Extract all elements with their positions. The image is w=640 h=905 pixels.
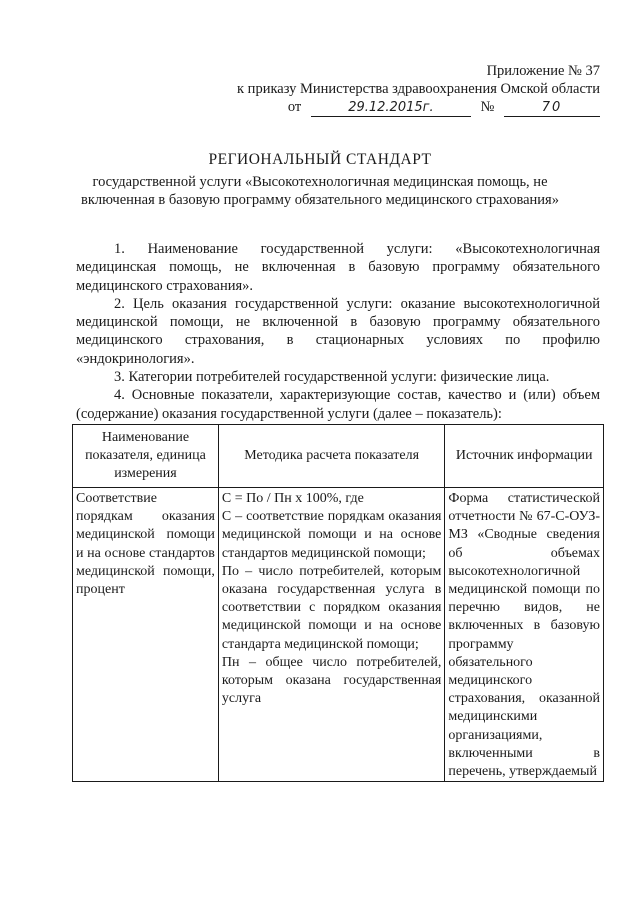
method-definition-pn: Пн – общее число потребителей, которым оказана государственная услуга xyxy=(221,654,442,707)
method-definition-c: С – соответствие порядкам оказания медицинской помощи и на основе стандартов медицинской помощи; xyxy=(221,509,442,561)
header-calculation-method: Методика расчета показателя xyxy=(218,425,444,488)
from-label: от xyxy=(287,99,302,115)
cell-source: Форма статистической отчетности № 67-С-ОУЗ-МЗ «Сводные сведения об объемах высокотехнологичной медицинской помощи по перечню видов, не включенных в базовую программу обязательного медицинского страхования, оказанной медицинскими организациями, включенными в перечень, утверждаемый xyxy=(445,488,604,782)
appendix-header xyxy=(237,62,600,117)
handwritten-date: 29.12.2015г. xyxy=(311,100,471,117)
paragraph-2: 2. Цель оказания государственной услуги: оказание высокотехнологичной медицинской помощи, не включенной в базовую программу обязательного медицинского страхования, в стационарных условиях по профилю «эндокринология». xyxy=(76,295,600,367)
indicators-table xyxy=(72,424,604,782)
order-reference: к приказу Министерства здравоохранения Омской области xyxy=(237,81,600,97)
paragraph-4: 4. Основные показатели, характеризующие состав, качество и (или) объем (содержание) оказания государственной услуги (далее – показатель): xyxy=(76,387,600,422)
title-block xyxy=(70,150,570,209)
cell-indicator: Соответствие порядкам оказания медицинской помощи и на основе стандартов медицинской помощи, процент xyxy=(73,488,219,782)
document-subtitle: государственной услуги «Высокотехнологичная медицинская помощь, не включенная в базовую программу обязательного медицинского страхования» xyxy=(81,174,559,208)
cell-method xyxy=(218,488,444,782)
document-title: РЕГИОНАЛЬНЫЙ СТАНДАРТ xyxy=(208,151,432,168)
appendix-number: Приложение № 37 xyxy=(486,63,600,79)
table-row xyxy=(73,488,604,782)
body-text xyxy=(76,240,600,423)
table-header-row xyxy=(73,425,604,488)
handwritten-number: 70 xyxy=(504,100,600,117)
header-information-source: Источник информации xyxy=(445,425,604,488)
formula-line: С = По / Пн х 100%, где xyxy=(221,491,364,506)
header-indicator-name: Наименование показателя, единица измерения xyxy=(73,425,219,488)
paragraph-3: 3. Категории потребителей государственной услуги: физические лица. xyxy=(114,369,550,386)
paragraph-1: 1. Наименование государственной услуги: «Высокотехнологичная медицинская помощь, не включенная в базовую программу обязательного медицинского страхования». xyxy=(76,241,600,294)
date-number-line xyxy=(237,98,600,117)
number-label: № xyxy=(480,99,495,115)
method-definition-po: По – число потребителей, которым оказана государственная услуга в соответствии с порядком оказания медицинской помощи и на основе стандарта медицинской помощи; xyxy=(221,563,442,652)
